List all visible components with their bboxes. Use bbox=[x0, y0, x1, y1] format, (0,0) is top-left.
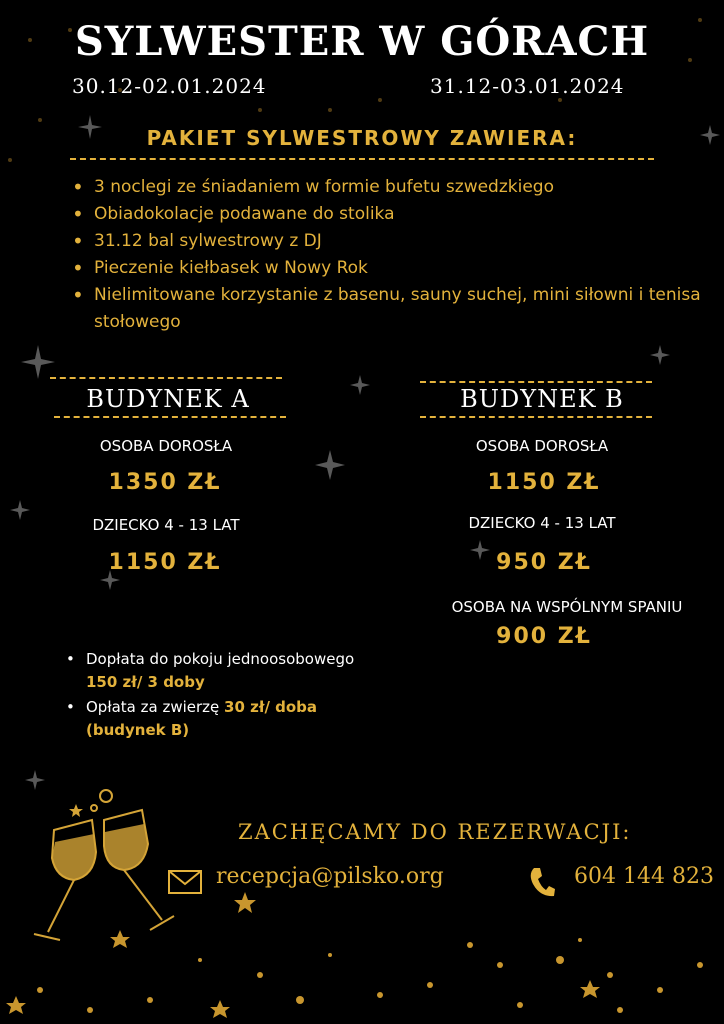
building-b-adult-price: 1150 ZŁ bbox=[487, 470, 601, 495]
list-item bbox=[86, 648, 386, 694]
building-a-adult-label: OSOBA DOROSŁA bbox=[99, 437, 233, 455]
divider bbox=[420, 416, 652, 418]
champagne-glasses-icon bbox=[14, 782, 184, 952]
package-list bbox=[72, 174, 714, 336]
building-b-adult-label: OSOBA DOROSŁA bbox=[475, 437, 609, 455]
list-item: • Nielimitowane korzystanie z basenu, sauny suchej, mini siłowni i tenisa stołowego bbox=[94, 282, 714, 336]
reservation-cta: ZACHĘCAMY DO REZERWACJI: bbox=[238, 820, 632, 844]
building-b-shared-label: OSOBA NA WSPÓLNYM SPANIU bbox=[451, 598, 683, 616]
extras-list bbox=[86, 648, 386, 744]
divider bbox=[50, 377, 282, 379]
phone-icon bbox=[528, 866, 556, 902]
page-title: SYLWESTER W GÓRACH bbox=[74, 18, 650, 65]
divider bbox=[420, 381, 652, 383]
building-b-shared-price: 900 ZŁ bbox=[496, 624, 592, 649]
building-a-child-price: 1150 ZŁ bbox=[108, 550, 222, 575]
building-b-child-price: 950 ZŁ bbox=[496, 550, 592, 575]
building-b-title: BUDYNEK B bbox=[460, 385, 624, 413]
mail-icon bbox=[168, 870, 202, 898]
email-link[interactable]: recepcja@pilsko.org bbox=[216, 864, 444, 889]
list-item: • Pieczenie kiełbasek w Nowy Rok bbox=[94, 255, 714, 282]
divider bbox=[54, 416, 286, 418]
building-a-child-label: DZIECKO 4 - 13 LAT bbox=[92, 516, 240, 534]
package-heading: PAKIET SYLWESTROWY ZAWIERA: bbox=[146, 126, 578, 150]
date-range-left: 30.12-02.01.2024 bbox=[72, 74, 267, 98]
phone-number[interactable]: 604 144 823 bbox=[574, 864, 714, 889]
building-a-title: BUDYNEK A bbox=[86, 385, 250, 413]
divider bbox=[70, 158, 654, 160]
list-item: • 31.12 bal sylwestrowy z DJ bbox=[94, 228, 714, 255]
date-range-right: 31.12-03.01.2024 bbox=[430, 74, 625, 98]
building-a-adult-price: 1350 ZŁ bbox=[108, 470, 222, 495]
pet-fee-price: 30 zł/ doba bbox=[224, 698, 318, 716]
single-room-price: 150 zł/ 3 doby bbox=[86, 673, 205, 691]
single-room-text: Dopłata do pokoju jednoosobowego bbox=[86, 650, 355, 668]
list-item bbox=[86, 696, 386, 742]
list-item: • Obiadokolacje podawane do stolika bbox=[94, 201, 714, 228]
building-b-child-label: DZIECKO 4 - 13 LAT bbox=[468, 514, 616, 532]
pet-fee-text: Opłata za zwierzę bbox=[86, 698, 220, 716]
pet-fee-note: (budynek B) bbox=[86, 721, 190, 739]
list-item: • 3 noclegi ze śniadaniem w formie bufetu szwedzkiego bbox=[94, 174, 714, 201]
